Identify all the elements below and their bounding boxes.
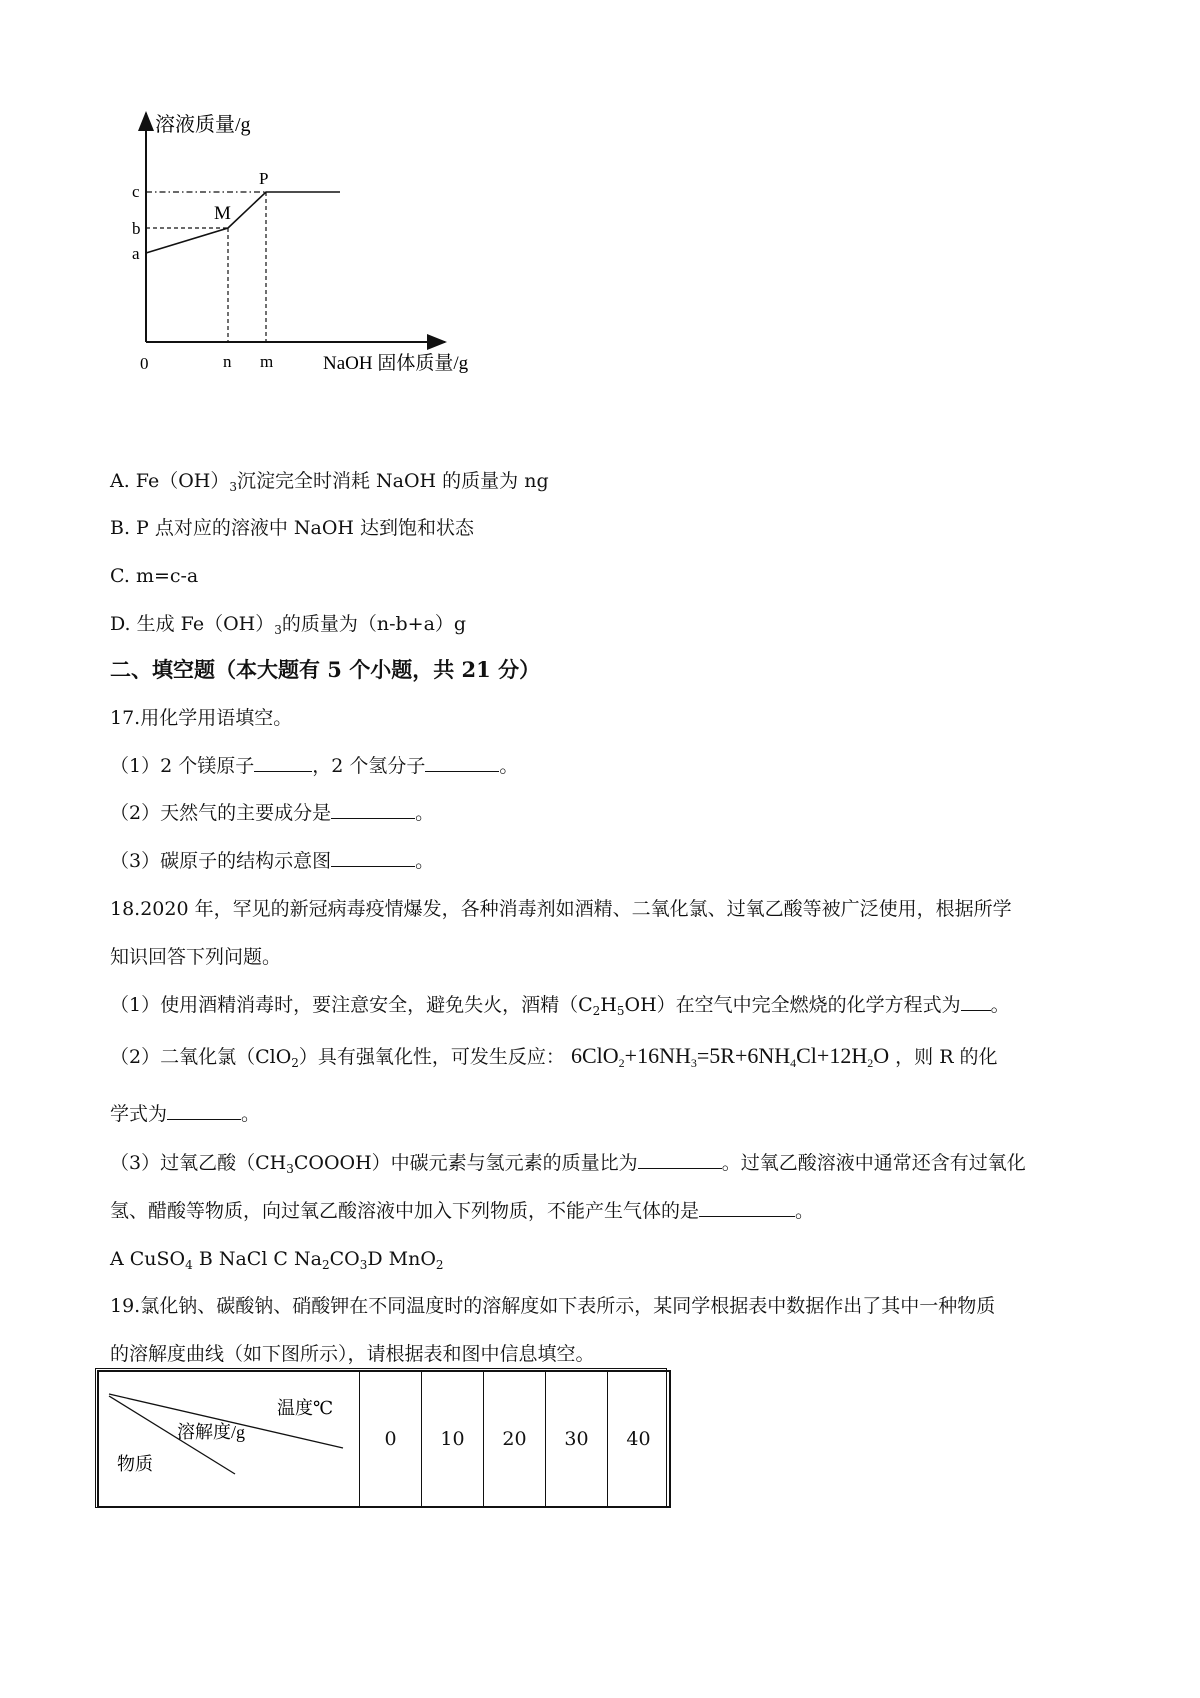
q18-part3-cont: 氢、醋酸等物质，向过氧乙酸溶液中加入下列物质，不能产生气体的是 。 [110, 1200, 815, 1222]
header-temp: 温度℃ [277, 1398, 334, 1418]
solubility-table [97, 1370, 671, 1508]
x-tick-n: n [223, 352, 232, 371]
y-axis-label: 溶液质量/g [155, 114, 251, 136]
header-solubility: 溶解度/g [177, 1422, 246, 1442]
option-a: A. $Fe(OH)_3$沉淀完全时消耗 NaOH 的质量为 ng [110, 470, 549, 494]
q18-choices: A CuSO$_4$ B NaCl C $Na_2CO_3D$ MnO$_2$ [110, 1248, 444, 1272]
temp-10: 10 [422, 1371, 484, 1507]
solution-mass-chart [120, 105, 640, 405]
diagonal-header-cell [98, 1371, 360, 1507]
q17-stem: 17.用化学用语填空。 [110, 707, 293, 729]
q17-part3: （3）碳原子的结构示意图 。 [110, 850, 435, 872]
q19-stem-line1: 19.氯化钠、碳酸钠、硝酸钾在不同温度时的溶解度如下表所示，某同学根据表中数据作出了其中一种物质 [110, 1295, 996, 1317]
temp-20: 20 [484, 1371, 546, 1507]
temp-40: 40 [608, 1371, 671, 1507]
option-d: D. 生成 $Fe(OH)_3$的质量为（n-b+a）g [110, 613, 467, 637]
table-header-row [98, 1371, 670, 1507]
x-axis-label: NaOH 固体质量/g [323, 353, 469, 374]
q17-part1: （1）2 个镁原子 ，2 个氢分子 。 [110, 755, 519, 777]
option-c: C. m=c-a [110, 565, 199, 587]
q18-part2-cont: 学式为 。 [110, 1103, 261, 1125]
header-substance: 物质 [117, 1454, 153, 1474]
q19-stem-line2: 的溶解度曲线（如下图所示），请根据表和图中信息填空。 [110, 1343, 595, 1365]
point-label-m: M [214, 203, 231, 224]
temp-0: 0 [360, 1371, 422, 1507]
y-tick-b: b [132, 219, 141, 238]
y-tick-a: a [132, 244, 140, 263]
q17-part2: （2）天然气的主要成分是 。 [110, 802, 435, 824]
x-tick-m: m [260, 352, 274, 371]
q18-part3: （3）过氧乙酸$(CH_3COOOH)$中碳元素与氢元素的质量比为 。过氧乙酸溶液中通常还含有过氧化 [110, 1152, 1026, 1176]
q18-part1: （1）使用酒精消毒时，要注意安全，避免失火，酒精$(C_2H_5OH)$在空气中完全燃烧的化学方程式为 。 [110, 994, 1010, 1018]
reaction-equation: $6ClO_2+16NH_3=5R+6NH_4Cl+12H_2O$ [570, 1043, 890, 1070]
temp-30: 30 [546, 1371, 608, 1507]
point-label-p: P [259, 169, 269, 188]
q18-stem-line2: 知识回答下列问题。 [110, 946, 282, 968]
diagonal-lines [99, 1372, 359, 1506]
y-tick-c: c [132, 182, 140, 201]
mass-curve [146, 192, 340, 253]
section-title: 二、填空题（本大题有 5 个小题，共 21 分） [110, 657, 541, 682]
q18-part2: （2）二氧化氯（ClO$_2$）具有强氧化性，可发生反应： $6ClO_2+16NH_3=5R+6NH_4Cl+12H_2O$ ，则 R 的化 [110, 1043, 998, 1070]
q18-stem-line1: 18.2020 年，罕见的新冠病毒疫情爆发，各种消毒剂如酒精、二氧化氯、过氧乙酸等被广泛使用，根据所学 [110, 898, 1012, 920]
origin-label: 0 [140, 354, 149, 373]
option-b: B. P 点对应的溶液中 NaOH 达到饱和状态 [110, 517, 475, 539]
